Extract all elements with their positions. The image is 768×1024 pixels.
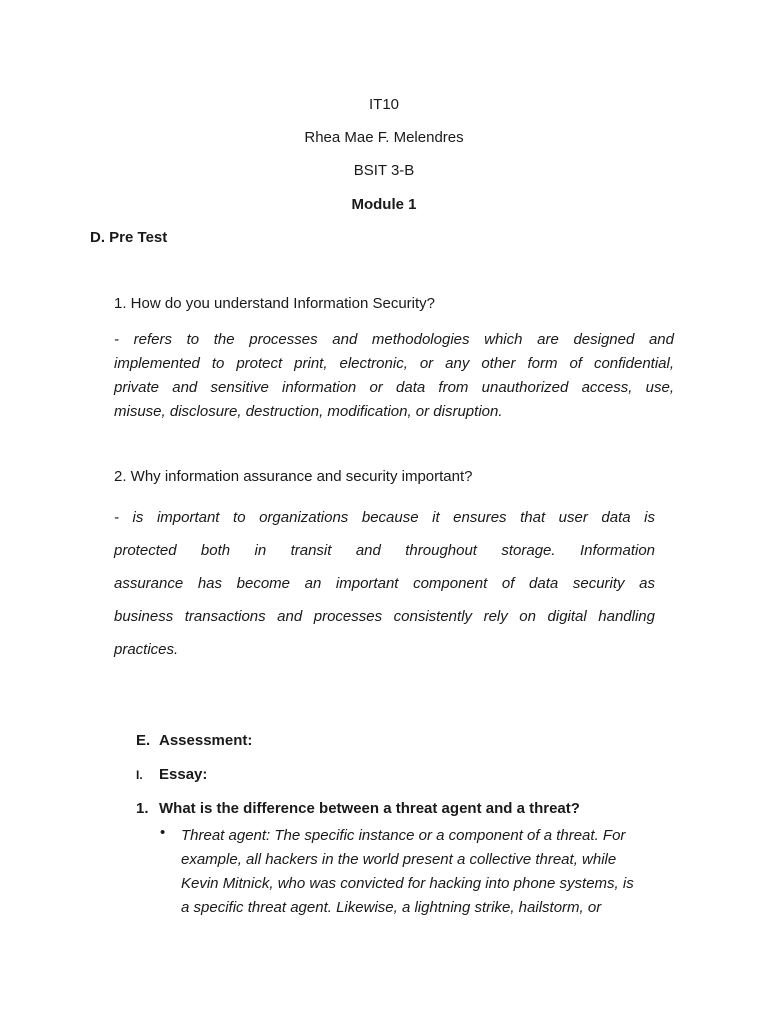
answer-2-line: - is important to organizations because it ensures that user data is bbox=[114, 509, 655, 526]
assessment-question-1: What is the difference between a threat agent and a threat? bbox=[159, 800, 580, 817]
answer-1-line: private and sensitive information or data from unauthorized access, use, bbox=[114, 379, 674, 396]
answer-1-line: - refers to the processes and methodologies which are designed and bbox=[114, 331, 674, 348]
pretest-question-2: 2. Why information assurance and security important? bbox=[114, 468, 473, 485]
pretest-heading: D. Pre Test bbox=[90, 229, 168, 246]
essay-marker: I. bbox=[136, 768, 143, 782]
answer-2-line: business transactions and processes consistently rely on digital handling bbox=[114, 608, 655, 625]
pretest-question-1: 1. How do you understand Information Security? bbox=[114, 295, 436, 312]
definition-line: example, all hackers in the world present a collective threat, while bbox=[181, 851, 617, 868]
pretest-answer-1 bbox=[114, 328, 674, 424]
essay-heading: Essay: bbox=[159, 766, 208, 783]
threat-agent-definition bbox=[181, 824, 671, 920]
section: BSIT 3-B bbox=[353, 162, 415, 179]
answer-1-line: implemented to protect print, electronic, or any other form of confidential, bbox=[114, 355, 674, 372]
definition-line: Threat agent: The specific instance or a component of a threat. For bbox=[181, 827, 626, 844]
assessment-heading: Assessment: bbox=[159, 732, 253, 749]
module-title: Module 1 bbox=[351, 196, 417, 213]
definition-line: a specific threat agent. Likewise, a lightning strike, hailstorm, or bbox=[181, 899, 602, 916]
assessment-question-marker: 1. bbox=[136, 800, 149, 817]
pretest-answer-2 bbox=[114, 501, 655, 666]
answer-2-line: assurance has become an important component of data security as bbox=[114, 575, 655, 592]
assessment-marker: E. bbox=[136, 732, 151, 749]
bullet-icon: • bbox=[160, 824, 166, 841]
course-code: IT10 bbox=[368, 96, 399, 113]
answer-2-line: practices. bbox=[114, 641, 179, 658]
answer-1-line: misuse, disclosure, destruction, modification, or disruption. bbox=[114, 403, 503, 420]
student-name: Rhea Mae F. Melendres bbox=[304, 129, 464, 146]
definition-line: Kevin Mitnick, who was convicted for hacking into phone systems, is bbox=[181, 875, 634, 892]
answer-2-line: protected both in transit and throughout storage. Information bbox=[114, 542, 655, 559]
